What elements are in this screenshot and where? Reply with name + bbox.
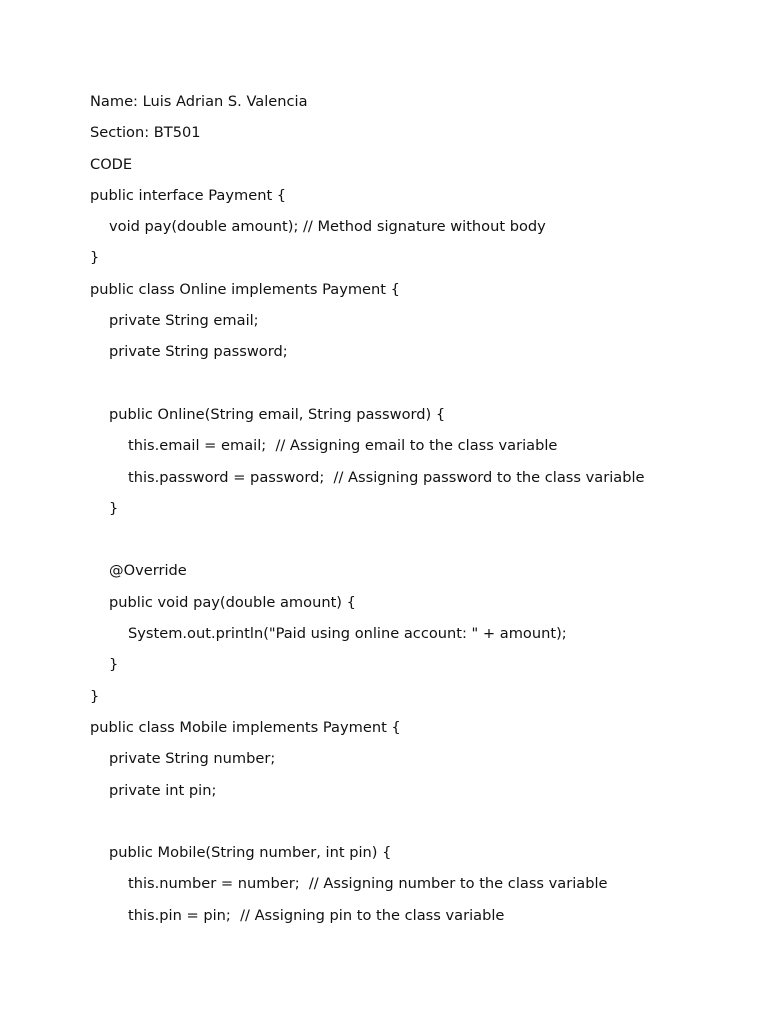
code-line: void pay(double amount); // Method signature without body: [109, 218, 546, 236]
code-line: public class Online implements Payment {: [90, 280, 400, 298]
code-line: public Online(String email, String password) {: [109, 405, 446, 423]
student-name: Name: Luis Adrian S. Valencia: [90, 93, 308, 110]
code-line: this.password = password; // Assigning password to the class variable: [128, 468, 645, 486]
code-line: this.pin = pin; // Assigning pin to the class variable: [128, 906, 505, 924]
code-line: }: [90, 687, 100, 705]
blank-line: [90, 806, 750, 837]
code-line: @Override: [109, 562, 187, 580]
student-section: Section: BT501: [90, 124, 201, 142]
code-line: }: [109, 656, 119, 674]
code-line: public interface Payment {: [90, 186, 287, 204]
code-line: }: [109, 499, 119, 517]
code-line: }: [90, 249, 100, 267]
code-line: this.email = email; // Assigning email to the class variable: [128, 437, 558, 455]
code-line: private String number;: [109, 750, 276, 768]
code-line: System.out.println("Paid using online account: " + amount);: [128, 625, 567, 643]
code-line: public class Mobile implements Payment {: [90, 718, 401, 736]
blank-line: [90, 368, 750, 399]
document-body: [90, 86, 750, 931]
code-line: this.number = number; // Assigning number to the class variable: [128, 875, 608, 893]
code-line: private String email;: [109, 312, 259, 330]
code-line: private int pin;: [109, 781, 217, 799]
code-line: private String password;: [109, 343, 288, 361]
blank-line: [90, 524, 750, 555]
code-line: public Mobile(String number, int pin) {: [109, 844, 392, 862]
code-heading: CODE: [90, 155, 133, 173]
code-line: public void pay(double amount) {: [109, 593, 356, 611]
